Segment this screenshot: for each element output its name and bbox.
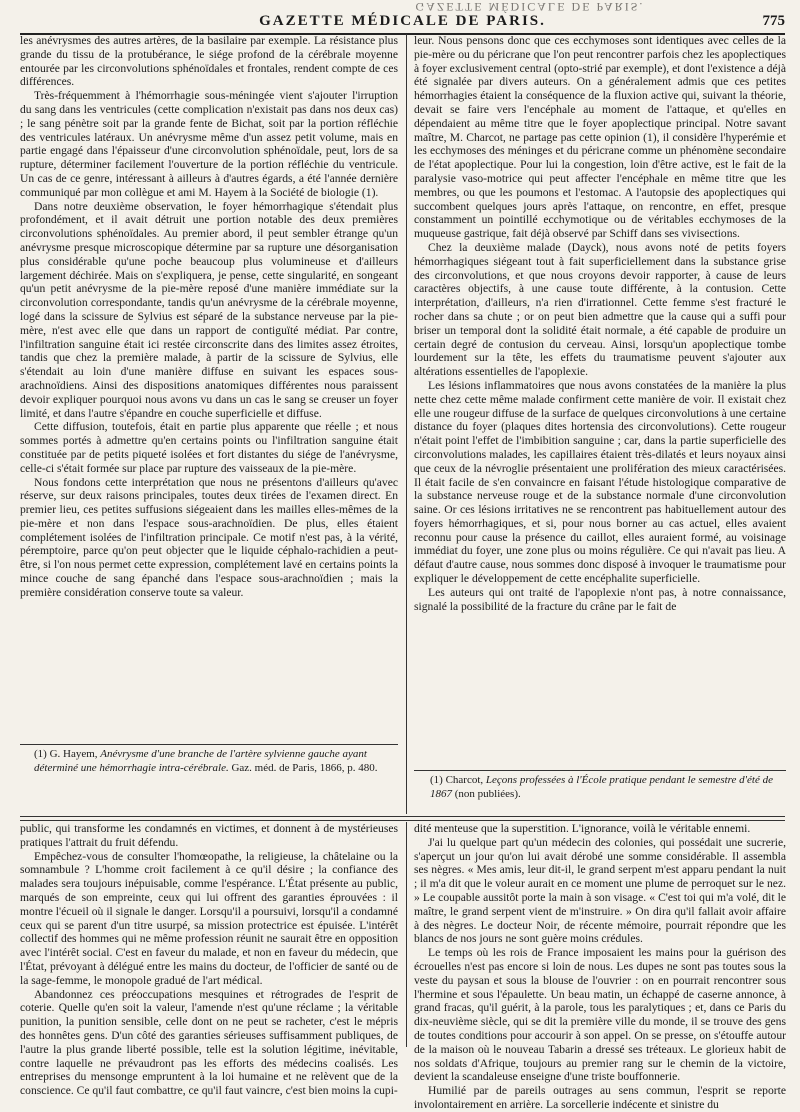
footnote-rule-right [414, 770, 786, 771]
footnote-note: (non publiées). [454, 788, 521, 800]
footnote-left [34, 747, 398, 775]
paragraph: J'ai lu quelque part qu'un médecin des colonies, qui possédait une sucrerie, s'aperçut un jour qu'on lui avait dérobé une somme considérable. Il assembla ses nègres. « Mes amis, leur dit-il, le grand serpent m'est apparu pendant la nuit ; il m'a dit que le voleur aurait en ce moment une plume de perroquet sur le nez. » Le coupable aussitôt porte la main à son visage. « C'est toi qui m'a volé, dit le maître, le grand serpent vient de m'instruire. » On dira qu'il fallait avoir affaire à des nègres. Le docteur Noir, de récente mémoire, pourrait répondre que les blancs de nos jours ne sont guère moins crédules. [414, 835, 786, 946]
paragraph: Abandonnez ces préoccupations mesquines et rétrogrades de l'esprit de coterie. Quelle qu'en soit la valeur, l'amende n'est qu'une réclame ; la véritable punition, la punition sensible, celle dont on ne peut se racheter, c'est le mépris des honnêtes gens. D'un côté des garanties sérieuses suffisamment publiques, de l'autre la plus grande liberté possible, telle est la solution légitime, inévitable, contre laquelle ne prévaudront pas les efforts des médecins coalisés. Les entreprises du mensonge empruntent à la loi humaine et ne relèvent que de la conscience. Ce qu'il faut combattre, ce qu'il faut vaincre, c'est bien moins la cupi- [20, 987, 398, 1098]
column-divider [406, 822, 407, 1047]
feuilleton-separator [20, 816, 785, 821]
footnote-source: Gaz. méd. de Paris, 1866, p. 480. [231, 762, 378, 774]
upper-left-column [20, 34, 398, 739]
footnote-title: Leçons professées à l'École pratique pendant le semestre d'été de 1867 [430, 774, 773, 800]
lower-right-column [414, 822, 786, 1111]
paragraph: Nous fondons cette interprétation que nous ne présentons d'ailleurs qu'avec réserve, sur deux raisons principales, toutes deux tirées de l'examen direct. En premier lieu, ces petites suffusions siégeaient dans les mailles elles-mêmes de la pie-mère et non dans l'espace sous-arachnoïdien. De plus, elles étaient complétement isolées de l'infiltration principale. Ce motif n'est pas, à la vérité, péremptoire, parce qu'on peut objecter que le liquide céphalo-rachidien a peut-être, si l'on nous permet cette expression, complétement lavé en certains points la mince couche de sang épanché dans l'espace sous-arachnoïdien ; mais la première considération conserve toute sa valeur. [20, 475, 398, 599]
bleed-through-text: GAZETTE MÉDICALE DE PARIS. [415, 0, 645, 14]
footnote-rule-left [20, 744, 398, 745]
paragraph: Humilié par de pareils outrages au sens commun, l'esprit se reporte involontairement en arrière. La sorcellerie indécente et sinistre du [414, 1084, 786, 1111]
footnote-title: Anévrysme d'une branche de l'artère sylvienne gauche ayant déterminé une hémorrhagie intra-cérébrale. [34, 748, 367, 774]
paragraph: Empêchez-vous de consulter l'homœopathe, la religieuse, la châtelaine ou la somnambule ? L'homme croit facilement à ce qu'il désire ; la confiance des malades sera toujours inépuisable, comme l'espérance. L'État présente au public, marqués de son empreinte, ceux qui lui offrent des garanties éprouvées : il montre l'écueil où il signale le danger. Lorsqu'il a poursuivi, lorsqu'il a condamné ceux qui se parent d'un titre usurpé, sa mission protectrice est épuisée. L'intérêt collectif des hommes qui ne même profession réunit ne saurait être en opposition avec l'intérêt social. C'est en faveur du malade, et non en faveur du médecin, que l'État, prévoyant à délégué entre les mains du docteur, de l'officier de santé ou de la sage-femme, le monopole gradué de l'art médical. [20, 849, 398, 987]
lower-left-column [20, 822, 398, 1098]
journal-title: GAZETTE MÉDICALE DE PARIS. [259, 13, 546, 29]
paragraph: Le temps où les rois de France imposaient les mains pour la guérison des écrouelles n'est pas encore si loin de nous. Les dupes ne sont pas toutes sous la veste du paysan et sous la blouse de l'ouvrier : on en pourrait rencontrer sous l'hermine et sous l'épaulette. Un beau matin, un échappé de caserne annonce, à grand fracas, qu'il guérit, à la parole, tous les paralytiques ; et, dans ce Paris du dix-neuvième siècle, qui se dit la première ville du monde, il se trouve des gens de toutes conditions pour accourir à son appel. On se presse, on s'étouffe autour de la maison où le nouveau Tabarin a dressé ses tréteaux. Le glorieux habit de nos soldats d'Afrique, toujours au premier rang sur le chemin de la victoire, devient la scandaleuse enseigne d'une triste bouffonnerie. [414, 946, 786, 1084]
paragraph: Cette diffusion, toutefois, était en partie plus apparente que réelle ; et nous sommes portés à admettre qu'en certains points ou l'infiltration sanguine était constituée par de petits piqueté isolées et fort distantes du siége de l'anévrysme, celle-ci s'était formée sur place par rupture des vaisseaux de la pie-mère. [20, 420, 398, 475]
column-divider [406, 34, 407, 814]
paragraph: Dans notre deuxième observation, le foyer hémorrhagique s'étendait plus profondément, et il avait détruit une portion notable des deux premières circonvolutions sphénoïdales. Au premier abord, il peut sembler étrange qu'un anévrysme presque microscopique détermine par sa rupture une désorganisation plus considérable qu'une poche beaucoup plus volumineuse et d'ailleurs largement déchirée. Mais on s'expliquera, je pense, cette singularité, en songeant qu'un petit anévrysme de la pie-mère reposé d'une manière immédiate sur la circonvolution correspondante, tandis qu'un anévrysme de la cérébrale moyenne, logé dans la scissure de Sylvius est séparé de la substance nerveuse par la pie-mère, n'est avec elle que dans un rapport de contiguïté médiat. Par contre, l'infiltration sanguine était ici restée circonscrite dans des limites assez étroites, tandis que chez la première malade, à partir de la scissure de Sylvius, elle s'étendait au loin d'une manière diffuse en suivant les espaces sous-arachnoïdiens. Ainsi des dispositions anatomiques différentes nous paraissent devoir expliquer pourquoi nous avons vu dans un cas le sang se creuser un foyer limité, et dans l'autre s'épandre en couche superficielle et diffuse. [20, 199, 398, 420]
paragraph: Chez la deuxième malade (Dayck), nous avons noté de petits foyers hémorrhagiques siégeant tout à fait superficiellement dans la substance grise des circonvolutions, et que nous croyons devoir rapporter, à cause de leurs caractères objectifs, à une cause toute différente, à la contusion. Cette interprétation, d'ailleurs, n'a rien d'irrationnel. Cette femme s'est fracturé le rocher dans sa chute ; or on peut bien admettre que la cause qui a suffi pour briser un temporal dont la solidité était normale, a été capable de produire un certain degré de contusion du cerveau. Ainsi, lorsqu'un apoplectique tombe lourdement sur la tête, les effets du traumatisme peuvent s'ajouter aux altérations essentielles de l'apoplexie. [414, 240, 786, 379]
paragraph: dité menteuse que la superstition. L'ignorance, voilà le véritable ennemi. [414, 822, 751, 835]
page-header [20, 13, 785, 35]
paragraph: public, qui transforme les condamnés en victimes, et donnent à de mystérieuses pratiques l'attrait du fruit défendu. [20, 822, 398, 849]
upper-right-column [414, 34, 786, 739]
page-number: 775 [762, 13, 785, 29]
paragraph: Les lésions inflammatoires que nous avons constatées de la manière la plus nette chez cette même malade confirment cette manière de voir. Il existait chez elle une rougeur diffuse de la surface de quelques circonvolutions à une certaine distance du foyer (plaques dites hortensia des circonvolutions). Cette rougeur n'était point l'effet de l'imbibition sanguine ; car, dans la partie superficielle des circonvolutions malades, les capillaires étaient très-dilatés et leurs noyaux ainsi que ceux de la névroglie présentaient une prolifération des mieux caractérisées. Il était facile de s'en convaincre en faisant l'étude histologique comparative de la substance nerveuse rouge et de la substance normale d'une circonvolution saine. Or ces lésions irritatives ne se rencontrent pas habituellement autour des foyers hémorrhagiques, et si, pour nous borner au cas actuel, elles avaient reconnu pour cause la présence du caillot, elles auraient formé, au voisinage immédiat du foyer, une zone plus ou moins régulière. Ce qui n'avait pas lieu. A défaut d'autre cause, nous sommes donc disposé à invoquer le traumatisme pour expliquer le développement de cette encéphalite superficielle. [414, 378, 786, 586]
paragraph: leur. Nous pensons donc que ces ecchymoses sont identiques avec celles de la pie-mère ou du péricrane que l'on peut rencontrer parfois chez les apoplectiques à foyer exclusivement central (opto-strié par exemple), et dont l'existence a déjà été signalée par divers auteurs. On a généralement admis que ces petites hémorrhagies étaient la conséquence de la fluxion active qui, suivant la théorie, devait se faire vers l'encéphale au moment de l'attaque, et qu'elles en dépendaient au même titre que le foyer apoplectique principal. Notre savant maître, M. Charcot, ne partage pas cette opinion (1), il considère l'hyperémie et les ecchymoses des méninges et du péricrane comme un phénomène secondaire de l'état apoplectique. Pour lui la congestion, loin d'être active, est le fait de la paralysie vaso-motrice qui peut affecter l'encéphale en même titre que les membres, ou que les poumons et l'estomac. A l'autopsie des apoplectiques qui succombent quelques jours après l'attaque, on rencontre, en effet, presque constamment un pointillé ecchymotique ou de véritables ecchymoses de la muqueuse gastrique, fait déjà observé par Schiff dans ses vivisections. [414, 34, 786, 241]
paragraph: Très-fréquemment à l'hémorrhagie sous-méningée vient s'ajouter l'irruption du sang dans les ventricules (cette complication n'existait pas dans nos deux cas) ; le sang pénètre soit par la grande fente de Bichat, soit par la portion réfléchie des ventricules latéraux. Un anévrysme même d'un assez petit volume, mais en partie engagé dans l'épaisseur d'une circonvolution sphénoïdale, peut, lors de sa rupture, déterminer facilement l'ouverture de la portion réfléchie du ventricule. Un cas de ce genre, intéressant à ailleurs à d'autres égards, a été l'année dernière communiqué par mon collègue et ami M. Hayem à la Société de biologie (1). [20, 89, 398, 199]
footnote-marker: (1) Charcot, [430, 774, 484, 786]
footnote-right [430, 773, 786, 801]
paragraph: les anévrysmes des autres artères, de la basilaire par exemple. La résistance plus grande du tissu de la protubérance, le siége profond de la cérébrale moyenne entourée par les circonvolutions sphénoïdales et frontales, rendent compte de ces différences. [20, 34, 398, 89]
paragraph: Les auteurs qui ont traité de l'apoplexie n'ont pas, à notre connaissance, signalé la possibilité de la fracture du crâne par le fait de [414, 585, 786, 613]
footnote-marker: (1) G. Hayem, [34, 748, 98, 760]
